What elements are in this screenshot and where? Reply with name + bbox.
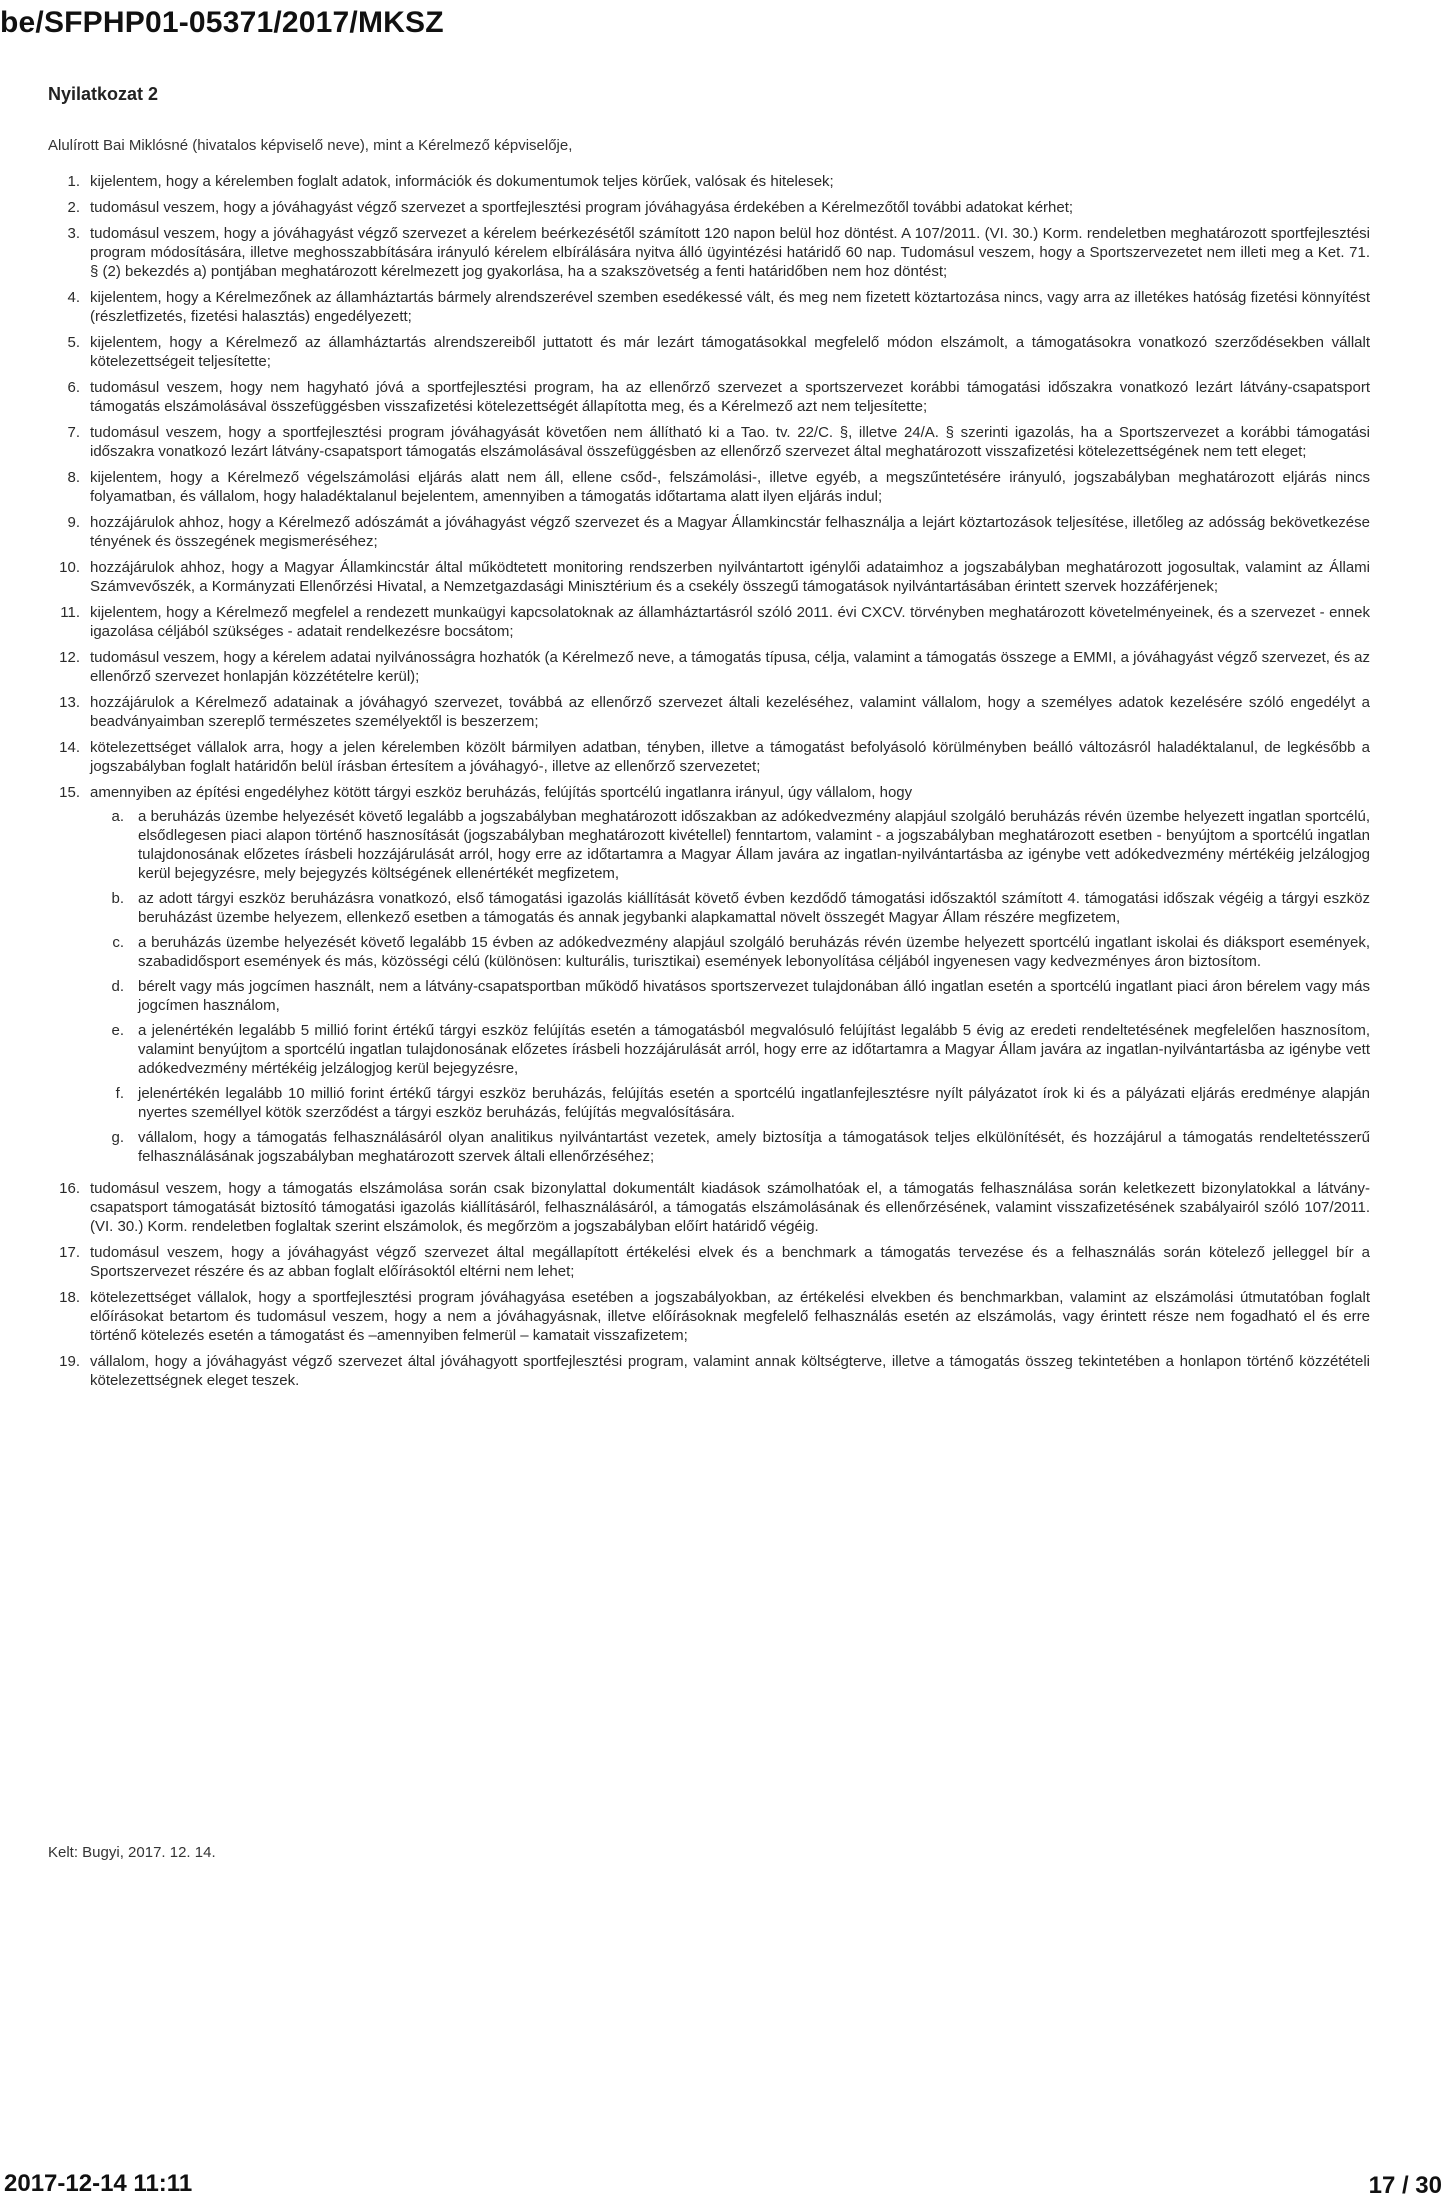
sub-item-text: a jelenértékén legalább 5 millió forint értékű tárgyi eszköz felújítás esetén a támogatásból megvalósuló felújítást legalább 5 évig az eredeti rendeltetésének megfelelően hasznosítom, valamint benyújtom a sportcélú ingatlan tulajdonosának előzetes írásbeli hozzájárulását arról, hogy erre az időtartamra a Magyar Állam javára az ingatlan-nyilvántartásba az igénybe vett adókedvezmény mértékéig jelzálogjog kerül bejegyzésre, [138,1022,1370,1077]
list-item [48,1352,1370,1390]
list-item [48,1288,1370,1345]
item-body [90,783,1370,1172]
item-number: 5. [67,334,80,351]
sub-item-letter: f. [115,1085,124,1102]
sub-list-item [90,889,1370,927]
item-number: 4. [67,289,80,306]
sub-list-item [90,933,1370,971]
item-body [90,513,1370,551]
item-body [90,468,1370,506]
item-body [90,1288,1370,1345]
sub-item-letter: d. [111,978,124,995]
item-text: kötelezettséget vállalok arra, hogy a jelen kérelemben közölt bármilyen adatban, tényben, illetve a támogatást befolyásoló körülményben beálló változásról haladéktalanul, de legkésőbb a jogszabályban foglalt határidőn belül írásban értesítem a jóváhagyó-, illetve az ellenőrző szervezetet; [90,739,1370,775]
sub-item-text: jelenértékén legalább 10 millió forint értékű tárgyi eszköz beruházás, felújítás esetén a sportcélú ingatlanfejlesztésre nyílt pályázatot írok ki és a pályázati eljárás eredménye alapján nyertes személlyel kötök szerződést a tárgyi eszköz beruházás, felújítás megvalósítására. [138,1085,1370,1121]
sub-list-item [90,977,1370,1015]
item-number: 18. [59,1289,80,1306]
item-body [90,603,1370,641]
item-text: tudomásul veszem, hogy a kérelem adatai nyilvánosságra hozhatók (a Kérelmező neve, a támogatás típusa, célja, valamint a támogatás összege a EMMI, a jóváhagyást végző szervezet, és az ellenőrző szervezet honlapján közzétételre kerül); [90,649,1370,685]
item-body [90,224,1370,281]
item-number: 19. [59,1353,80,1370]
sub-list [90,807,1370,1166]
item-number: 8. [67,469,80,486]
item-text: kijelentem, hogy a Kérelmező megfelel a rendezett munkaügyi kapcsolatoknak az államháztartásról szóló 2011. évi CXCV. törvényben meghatározott követelményeinek, és a szervezet - ennek igazolása céljából szükséges - adatait rendelkezésre bocsátom; [90,604,1370,640]
item-number: 12. [59,649,80,666]
item-body [90,333,1370,371]
list-item [48,783,1370,1172]
item-text: tudomásul veszem, hogy a támogatás elszámolása során csak bizonylattal dokumentált kiadások számolhatóak el, a támogatás felhasználása során keletkezett bizonylatokkal a látvány-csapatsport támogatását biztosító támogatási igazolás kiállításáról, felhasználásáról, a támogatás elszámolásának és ellenőrzésének, valamint visszafizetésének szabályairól szóló 107/2011. (VI. 30.) Korm. rendeletben foglaltak szerint elszámolok, és megőrzöm a jogszabályban előírt határidő végéig. [90,1180,1370,1235]
list-item [48,693,1370,731]
list-item [48,423,1370,461]
sub-list-item [90,1128,1370,1166]
item-body [90,198,1370,217]
list-item [48,198,1370,217]
item-body [90,423,1370,461]
sub-item-text: vállalom, hogy a támogatás felhasználásáról olyan analitikus nyilvántartást vezetek, amely biztosítja a támogatások teljes elkülönítését, és hozzájárul a támogatás rendeltetésszerű felhasználásának jogszabályban meghatározott szervek általi ellenőrzéséhez; [138,1129,1370,1165]
list-item [48,468,1370,506]
list-item [48,333,1370,371]
item-number: 9. [67,514,80,531]
sub-item-text: az adott tárgyi eszköz beruházásra vonatkozó, első támogatási igazolás kiállítását követő évben kezdődő támogatási időszaktól számított 4. támogatási időszak végéig a tárgyi eszköz beruházást üzembe helyezem, ellenkező esetben a támogatás és annak jegybanki alapkamattal növelt összegét Magyar Állam részére megfizetem, [138,890,1370,926]
item-number: 14. [59,739,80,756]
item-text: kijelentem, hogy a Kérelmezőnek az államháztartás bármely alrendszerével szemben esedékessé vált, és meg nem fizetett köztartozása nincs, vagy arra az illetékes hatóság fizetési könnyítést (részletfizetés, fizetési halasztás) engedélyezett; [90,289,1370,325]
item-text: hozzájárulok ahhoz, hogy a Kérelmező adószámát a jóváhagyást végző szervezet és a Magyar Államkincstár felhasználja a lejárt köztartozások teljesítése, illetőleg az adósság bekövetkezése tényének és összegének megismeréséhez; [90,514,1370,550]
list-item [48,558,1370,596]
item-body [90,648,1370,686]
item-number: 7. [67,424,80,441]
item-body [90,558,1370,596]
list-item [48,603,1370,641]
item-number: 2. [67,199,80,216]
sub-item-letter: g. [111,1129,124,1146]
sub-item-letter: e. [111,1022,124,1039]
item-text: hozzájárulok ahhoz, hogy a Magyar Államkincstár által működtetett monitoring rendszerben nyilvántartott igénylői adataimhoz a jogszabályban meghatározott jogosultak, valamint az Állami Számvevőszék, a Kormányzati Ellenőrzési Hivatal, a Nemzetgazdasági Minisztérium és a csekély összegű támogatások nyilvántartásában érintett szervek hozzáférjenek; [90,559,1370,595]
declaration-list [48,172,1370,1397]
item-text: kijelentem, hogy a Kérelmező végelszámolási eljárás alatt nem áll, ellene csőd-, felszámolási-, illetve egyéb, a megszűntetésére irányuló, jogszabályban meghatározott eljárás nincs folyamatban, és vállalom, hogy haladéktalanul bejelentem, amennyiben a támogatás időtartama alatt ilyen eljárás indul; [90,469,1370,505]
sub-item-text: a beruházás üzembe helyezését követő legalább a jogszabályban meghatározott időszakban az adókedvezmény alapjául szolgáló beruházás révén üzembe helyezett ingatlan sportcélú, elsődlegesen piaci alapon történő hasznosítását (jogszabályban meghatározott kivétellel) fenntartom, valamint - a jogszabályban meghatározott esetben - benyújtom a sportcélú ingatlan tulajdonosának előzetes írásbeli hozzájárulását arról, hogy erre az időtartamra a Magyar Állam javára az ingatlan-nyilvántartásba az igénybe vett adókedvezmény mértékéig jelzálogjog kerül bejegyzésre, mely bejegyzés költségének ellenértékét megfizetem, [138,808,1370,882]
list-item [48,648,1370,686]
item-text: hozzájárulok a Kérelmező adatainak a jóváhagyó szervezet, továbbá az ellenőrző szervezet általi kezeléséhez, valamint vállalom, hogy a személyes adatok kezelésére szóló engedélyt a beadványaimban szereplő természetes személyektől is beszerzem; [90,694,1370,730]
item-body [90,288,1370,326]
item-text: amennyiben az építési engedélyhez kötött tárgyi eszköz beruházás, felújítás sportcélú ingatlanra irányul, úgy vállalom, hogy [90,784,913,801]
list-item [48,378,1370,416]
place-and-date: Kelt: Bugyi, 2017. 12. 14. [48,1844,216,1861]
item-number: 3. [67,225,80,242]
item-number: 13. [59,694,80,711]
sub-item-text: a beruházás üzembe helyezését követő legalább 15 évben az adókedvezmény alapjául szolgáló beruházás révén üzembe helyezett sportcélú ingatlant iskolai és diáksport események, szabadidősport események és más, közösségi célú (különösen: kulturális, turisztikai) események lebonyolítása céljából ingyenesen vagy kedvezményes áron biztosítom. [138,934,1370,970]
list-item [48,738,1370,776]
item-body [90,1179,1370,1236]
list-item [48,1179,1370,1236]
item-body [90,738,1370,776]
document-title: Nyilatkozat 2 [48,84,159,104]
sub-item-letter: a. [111,808,124,825]
list-item [48,1243,1370,1281]
document-id: be/SFPHP01-05371/2017/MKSZ [0,6,444,39]
item-body [90,1243,1370,1281]
item-number: 15. [59,784,80,801]
sub-item-letter: b. [111,890,124,907]
sub-list-item [90,1084,1370,1122]
item-text: kijelentem, hogy a Kérelmező az államháztartás alrendszereiből juttatott és már lezárt támogatásokkal megfelelő módon elszámolt, a támogatásokra vonatkozó szerződésekben vállalt kötelezettségeit teljesítette; [90,334,1370,370]
sub-list-item [90,1021,1370,1078]
intro-statement: Alulírott Bai Miklósné (hivatalos képviselő neve), mint a Kérelmező képviselője, [48,137,573,154]
item-text: tudomásul veszem, hogy a sportfejlesztési program jóváhagyását követően nem állítható ki a Tao. tv. 22/C. §, illetve 24/A. § szerinti igazolás, ha a Sportszervezet a korábbi támogatási időszakra vonatkozó lezárt látvány-csapatsport támogatás elszámolásával összefüggésben az ellenőrző szervezet által meghatározott visszafizetési kötelezettségének nem tett eleget; [90,424,1370,460]
item-text: kijelentem, hogy a kérelemben foglalt adatok, információk és dokumentumok teljes körűek, valósak és hitelesek; [90,173,834,190]
sub-list-item [90,807,1370,883]
item-text: tudomásul veszem, hogy a jóváhagyást végző szervezet a sportfejlesztési program jóváhagyása érdekében a Kérelmezőtől további adatokat kérhet; [90,199,1074,216]
list-item [48,288,1370,326]
sub-item-letter: c. [112,934,124,951]
item-text: tudomásul veszem, hogy nem hagyható jóvá a sportfejlesztési program, ha az ellenőrző szervezet a sportszervezet korábbi támogatási időszakra vonatkozó lezárt látvány-csapatsport támogatás elszámolásával összefüggésben visszafizetési kötelezettségét állapította meg, és a Kérelmező azt nem teljesítette; [90,379,1370,415]
list-item [48,224,1370,281]
item-number: 10. [59,559,80,576]
item-body [90,693,1370,731]
item-text: kötelezettséget vállalok, hogy a sportfejlesztési program jóváhagyása esetében a jogszabályokban, az értékelési elvekben és benchmarkban, valamint az elszámolási útmutatóban foglalt előírásokat betartom és tudomásul veszem, hogy a nem a jóváhagyásnak, illetve előírásoknak megfelelő felhasználás esetén az elszámolás, vagy érintett része nem fogadható el és erre történő kötelezés esetén a támogatást és –amennyiben felmerül – kamatait visszafizetem; [90,1289,1370,1344]
item-text: tudomásul veszem, hogy a jóváhagyást végző szervezet a kérelem beérkezésétől számított 120 napon belül hoz döntést. A 107/2011. (VI. 30.) Korm. rendeletben meghatározott sportfejlesztési program módosítására, illetve meghosszabbítására irányuló kérelem elbírálására nyitva álló ügyintézési határidő 60 nap. Tudomásul veszem, hogy a Sportszervezetet nem illeti meg a Ket. 71. § (2) bekezdés a) pontjában meghatározott kérelmezett jog gyakorlása, ha a szakszövetség a fenti határidőben nem hoz döntést; [90,225,1370,280]
item-body [90,172,1370,191]
list-item [48,513,1370,551]
item-text: vállalom, hogy a jóváhagyást végző szervezet által jóváhagyott sportfejlesztési program, valamint annak költségterve, illetve a támogatás összeg tekintetében a honlapon történő közzétételi kötelezettségnek eleget teszek. [90,1353,1370,1389]
item-body [90,1352,1370,1390]
item-number: 1. [67,173,80,190]
page-number: 17 / 30 [1368,2172,1442,2199]
timestamp: 2017-12-14 11:11 [4,2170,193,2197]
item-number: 6. [67,379,80,396]
sub-item-text: bérelt vagy más jogcímen használt, nem a látvány-csapatsportban működő hivatásos sportszervezet tulajdonában álló ingatlan esetén a sportcélú ingatlant piaci áron bérelem vagy más jogcímen használom, [138,978,1370,1014]
item-text: tudomásul veszem, hogy a jóváhagyást végző szervezet által megállapított értékelési elvek és a benchmark a támogatás tervezése és a felhasználás során kötelező jelleggel bír a Sportszervezet részére és az abban foglalt előírásoktól eltérni nem lehet; [90,1244,1370,1280]
list-item [48,172,1370,191]
item-number: 17. [59,1244,80,1261]
item-body [90,378,1370,416]
item-number: 11. [60,604,80,621]
item-number: 16. [59,1180,80,1197]
